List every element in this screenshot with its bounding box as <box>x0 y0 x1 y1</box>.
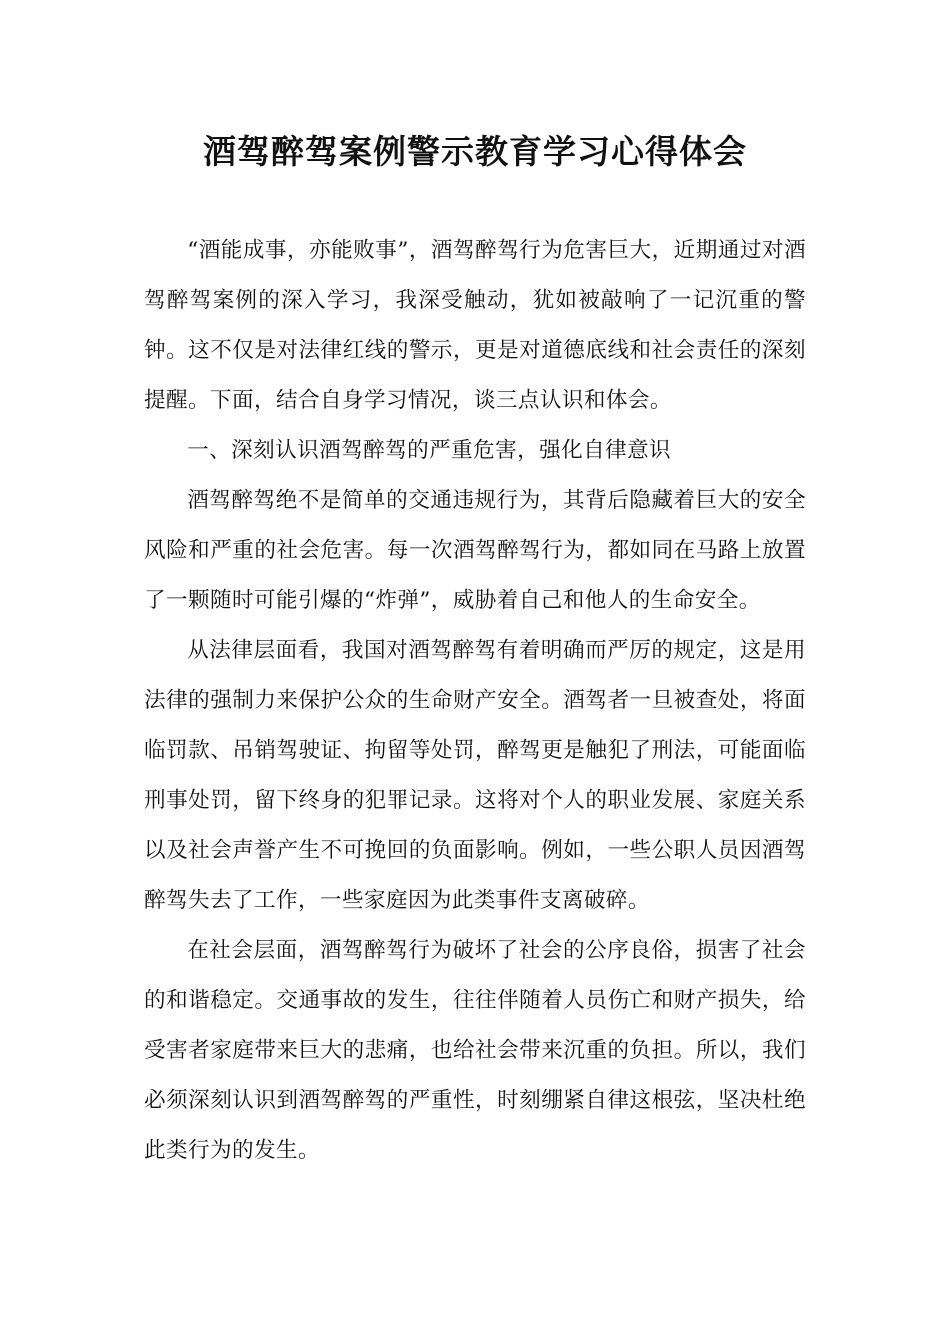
body-paragraph: 在社会层面，酒驾醉驾行为破坏了社会的公序良俗，损害了社会的和谐稳定。交通事故的发生，往往伴随着人员伤亡和财产损失，给受害者家庭带来巨大的悲痛，也给社会带来沉重的负担。所以，我们必须深刻认识到酒驾醉驾的严重性，时刻绷紧自律这根弦，坚决杜绝此类行为的发生。 <box>144 938 806 1163</box>
section-heading: 一、深刻认识酒驾醉驾的严重危害，强化自律意识 <box>187 438 672 463</box>
page-title: 酒驾醉驾案例警示教育学习心得体会 <box>203 132 747 171</box>
document-body <box>144 226 806 1176</box>
intro-paragraph: “酒能成事，亦能败事”，酒驾醉驾行为危害巨大，近期通过对酒驾醉驾案例的深入学习，我深受触动，犹如被敲响了一记沉重的警钟。这不仅是对法律红线的警示，更是对道德底线和社会责任的深刻提醒。下面，结合自身学习情况，谈三点认识和体会。 <box>144 238 806 413</box>
body-paragraph: 从法律层面看，我国对酒驾醉驾有着明确而严厉的规定，这是用法律的强制力来保护公众的生命财产安全。酒驾者一旦被查处，将面临罚款、吊销驾驶证、拘留等处罚，醉驾更是触犯了刑法，可能面临刑事处罚，留下终身的犯罪记录。这将对个人的职业发展、家庭关系以及社会声誉产生不可挽回的负面影响。例如，一些公职人员因酒驾醉驾失去了工作，一些家庭因为此类事件支离破碎。 <box>144 638 806 913</box>
body-paragraph: 酒驾醉驾绝不是简单的交通违规行为，其背后隐藏着巨大的安全风险和严重的社会危害。每一次酒驾醉驾行为，都如同在马路上放置了一颗随时可能引爆的“炸弹”，威胁着自己和他人的生命安全。 <box>144 488 806 613</box>
